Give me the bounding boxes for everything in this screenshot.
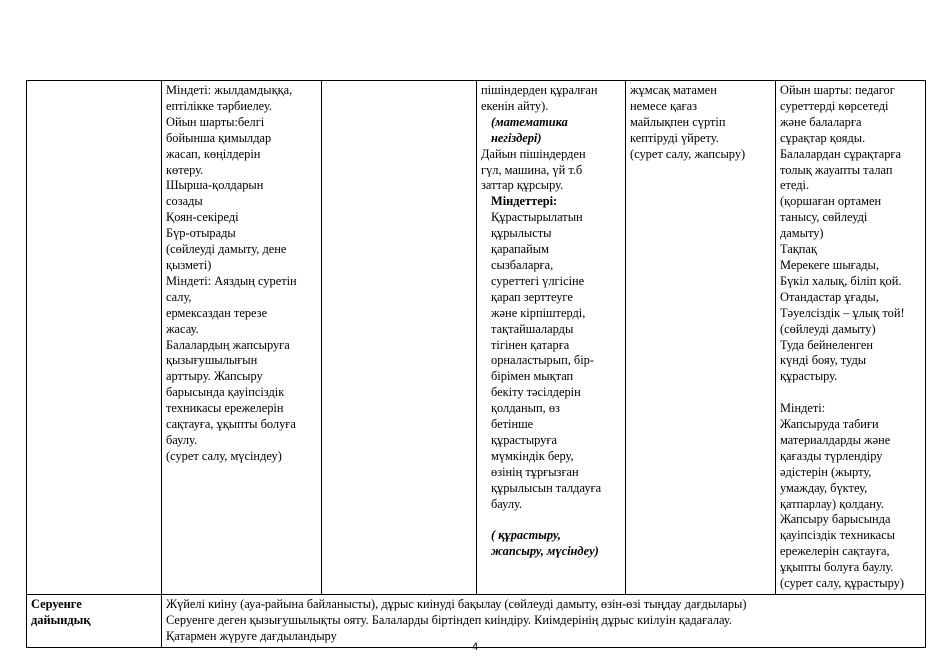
cell-row-label <box>27 81 162 595</box>
text-line: салу, <box>166 289 192 304</box>
text-line: Отандастар ұғады, <box>780 289 879 304</box>
text-line: Дайын пішіндерден <box>481 146 586 161</box>
text-line: Тәуелсіздік – ұлық той! <box>780 305 905 320</box>
text-line: Шырша-қолдарын <box>166 178 264 193</box>
text-line: сызбаларға, <box>491 257 554 272</box>
text-line: бойынша қимылдар <box>166 130 272 145</box>
text-line: Құрастырылатын <box>491 210 583 225</box>
text-line: жасап, көңілдерін <box>166 146 261 161</box>
text-line: Серуенге деген қызығушылықты ояту. Балаларды біртіндеп киіндіру. Киімдерінің дұрыс киілуін қадағалау. <box>166 612 732 627</box>
text-line: барысында қауіпсіздік <box>166 385 285 400</box>
text-line: өзінің тұрғызған <box>491 464 579 479</box>
text-line: тақтайшаларды <box>491 321 574 336</box>
text-line: қолданып, өз <box>491 401 560 416</box>
text-line: әдістерін (жырту, <box>780 464 872 479</box>
text-line: орналастырып, бір- <box>491 353 594 368</box>
text-line: суреттерді көрсетеді <box>780 98 889 113</box>
text-line: толық жауапты талап <box>780 162 893 177</box>
text-line: етеді. <box>780 178 810 193</box>
text-line: гүл, машина, үй т.б <box>481 162 583 177</box>
text-line: ережелерін сақтауға, <box>780 544 890 559</box>
text-line: ептілікке тәрбиелеу. <box>166 98 272 113</box>
text-line: Қатармен жүруге дағдыландыру <box>166 628 337 643</box>
text-line: (сөйлеуді дамыту, дене <box>166 242 287 257</box>
text-line: Жүйелі киіну (ауа-райына байланысты), дұрыс киінуді бақылау (сөйлеуді дамыту, өзін-өзі тыңдау дағдылары) <box>166 596 747 611</box>
text-line: ермексаздан терезе <box>166 305 268 320</box>
cell-col6 <box>776 81 926 595</box>
text-line: немесе қағаз <box>630 98 698 113</box>
table-row-activities <box>27 81 926 595</box>
tasks-heading: Міндеттері: <box>491 194 558 209</box>
text-line: Мерекеге шығады, <box>780 257 879 272</box>
text-line: Серуенге <box>31 596 82 611</box>
text-line: құрылысын талдауға <box>491 480 602 495</box>
text-line: (сурет салу, құрастыру) <box>780 576 904 591</box>
text-line: екенін айту). <box>481 98 549 113</box>
text-line: ұқыпты болуға баулу. <box>780 560 894 575</box>
text-line: тігінен қатарға <box>491 337 570 352</box>
text-line: майлықпен сүртіп <box>630 114 726 129</box>
text-line: бекіту тәсілдерін <box>491 385 581 400</box>
text-line: Міндеті: <box>780 401 826 416</box>
text-line: техникасы ережелерін <box>166 401 284 416</box>
text-line: материалдарды және <box>780 432 891 447</box>
text-line: мүмкіндік беру, <box>491 448 574 463</box>
text-line: суреттегі үлгісіне <box>491 273 585 288</box>
text-line: пішіндерден құралған <box>481 83 598 97</box>
text-line: Ойын шарты:белгі <box>166 114 265 129</box>
text-line: Міндеті: жылдамдыққа, <box>166 83 293 97</box>
text-line: танысу, сөйлеуді <box>780 210 868 225</box>
text-line: (қоршаған ортамен <box>780 194 882 209</box>
text-line: (сурет салу, жапсыру) <box>630 146 746 161</box>
text-line: Бүр-отырады <box>166 226 236 241</box>
table-row-walk-prep <box>27 594 926 647</box>
walk-prep-content <box>162 594 926 647</box>
text-line: күнді бояу, туды <box>780 353 867 368</box>
text-line: баулу. <box>491 496 523 511</box>
text-line: (сурет салу, мүсіндеу) <box>166 448 282 463</box>
text-line: Бүкіл халық, біліп қой. <box>780 273 902 288</box>
text-line: Туда бейнеленген <box>780 337 874 352</box>
text-line: Міндеті: Аяздың суретін <box>166 273 297 288</box>
text-line: қызметі) <box>166 257 212 272</box>
text-line: қызығушылығын <box>166 353 258 368</box>
page-number: 4 <box>471 641 479 653</box>
text-line: қарап зерттеуге <box>491 289 573 304</box>
text-line: құрастыруға <box>491 432 557 447</box>
cell-col3 <box>322 81 477 595</box>
text-line: қатпарлау) қолдану. <box>780 496 884 511</box>
text-line: созады <box>166 194 203 209</box>
text-line: (сөйлеуді дамыту) <box>780 321 876 336</box>
cell-col4 <box>477 81 626 595</box>
text-line: қағазды түрлендіру <box>780 448 883 463</box>
text-line: ( құрастыру, <box>491 528 561 543</box>
lesson-plan-table <box>26 80 926 648</box>
text-line: Жапсыру барысында <box>780 512 891 527</box>
text-line: құрылысты <box>491 226 552 241</box>
text-line: жұмсақ матамен <box>630 83 717 97</box>
text-line: заттар құрсыру. <box>481 178 564 193</box>
text-line: және кірпіштерді, <box>491 305 586 320</box>
text-line: қарапайым <box>491 242 549 257</box>
text-line: кептіруді үйрету. <box>630 130 719 145</box>
walk-prep-label <box>27 594 162 647</box>
text-line: көтеру. <box>166 162 204 177</box>
text-line: умаждау, бүктеу, <box>780 480 868 495</box>
text-line: Жапсыруда табиғи <box>780 417 879 432</box>
text-line: жасау. <box>166 321 199 336</box>
text-line: Қоян-секіреді <box>166 210 239 225</box>
cell-col2 <box>162 81 322 595</box>
text-line: сақтауға, ұқыпты болуға <box>166 417 296 432</box>
text-line: қауіпсіздік техникасы <box>780 528 895 543</box>
text-line: Балалардан сұрақтарға <box>780 146 902 161</box>
text-line: құрастыру. <box>780 369 838 384</box>
text-line: Тақпақ <box>780 242 817 257</box>
text-line: және балаларға <box>780 114 862 129</box>
text-line: (математика <box>491 114 568 129</box>
text-line: бетінше <box>491 417 534 432</box>
text-line: сұрақтар қояды. <box>780 130 866 145</box>
text-line: Ойын шарты: педагог <box>780 83 895 97</box>
text-line: Балалардың жапсыруға <box>166 337 290 352</box>
text-line: арттыру. Жапсыру <box>166 369 263 384</box>
text-line: жапсыру, мүсіндеу) <box>491 544 599 559</box>
text-line: баулу. <box>166 432 198 447</box>
text-line: дайындық <box>31 612 91 627</box>
cell-col5 <box>626 81 776 595</box>
text-line: негіздері) <box>491 130 542 145</box>
text-line: дамыту) <box>780 226 824 241</box>
text-line: бірімен мықтап <box>491 369 574 384</box>
